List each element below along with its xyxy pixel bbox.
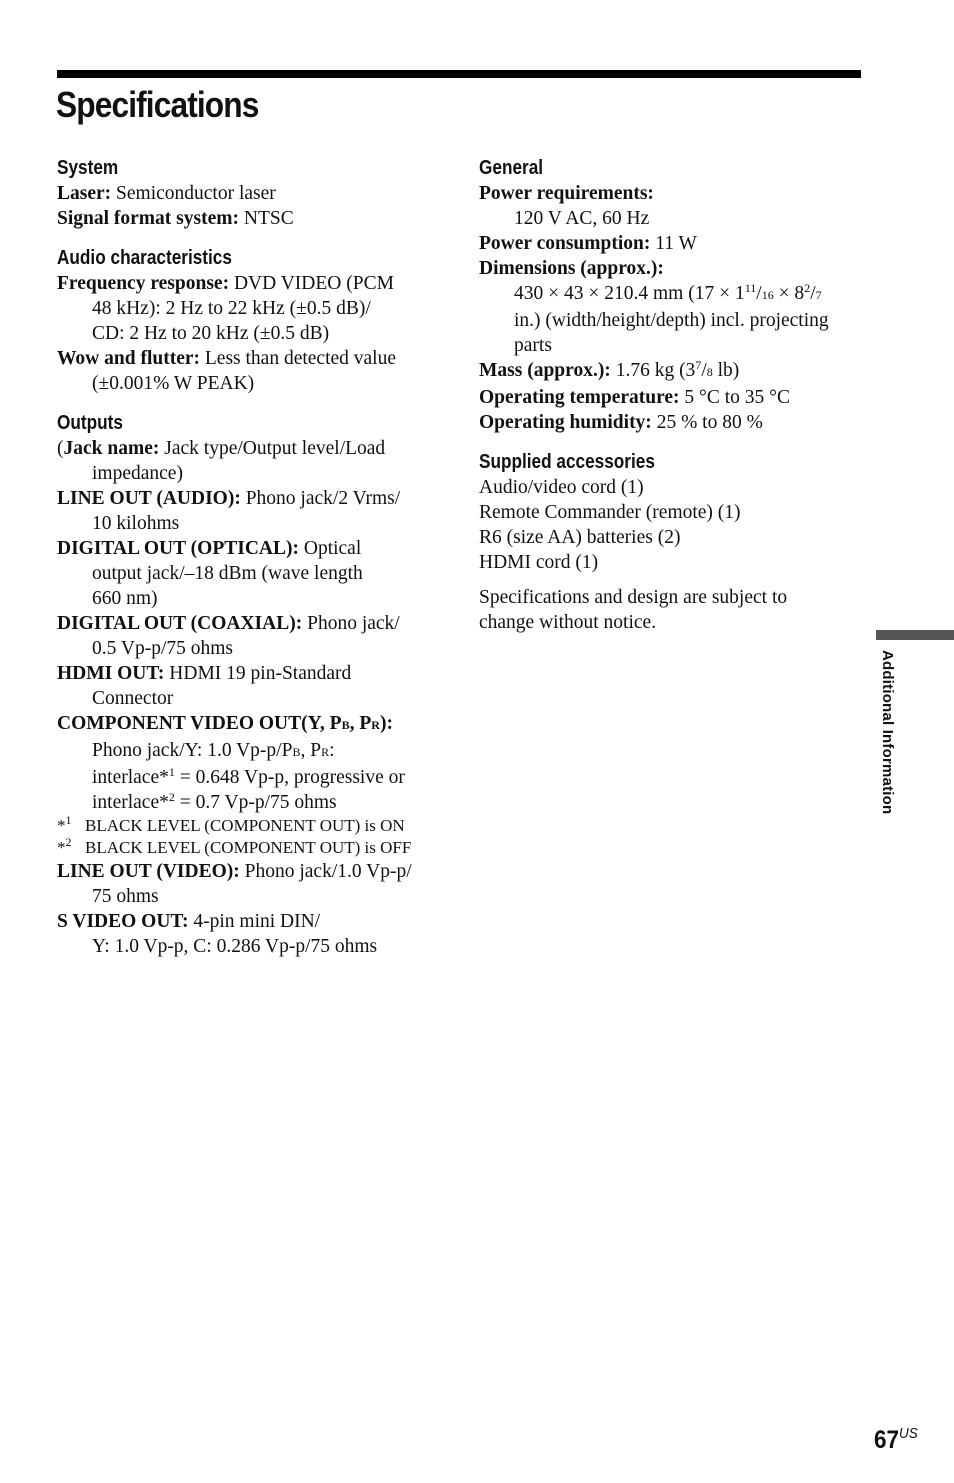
general-heading: General: [479, 157, 544, 179]
component-video-line: interlace*$^2$ = 0.7 Vp-p/75 ohms: [92, 790, 337, 813]
operating-temperature-spec: Operating temperature: 5 °C to 35 °C: [479, 387, 790, 408]
specifications-note: Specifications and design are subject to change without notice.: [479, 587, 788, 633]
digital-coaxial-spec: DIGITAL OUT (COAXIAL): Phono jack/: [57, 613, 400, 634]
left-column: [57, 155, 449, 973]
line-out-video-spec: LINE OUT (VIDEO): Phono jack/1.0 Vp-p/: [57, 861, 412, 882]
accessories-heading: Supplied accessories: [479, 451, 655, 473]
power-consumption-spec: Power consumption: 11 W: [479, 233, 697, 254]
s-video-out-line: Y: 1.0 Vp-p, C: 0.286 Vp-p/75 ohms: [92, 936, 378, 957]
footnote-2: *$^2$ BLACK LEVEL (COMPONENT OUT) is OFF: [57, 835, 412, 857]
side-tab-bar: [876, 630, 954, 640]
accessory-item: Remote Commander (remote) (1): [479, 502, 741, 523]
component-video-line: Phono jack/Y: 1.0 Vp-p/PB, PR:: [92, 740, 335, 761]
page-title: Specifications: [56, 84, 259, 125]
line-out-audio-spec: LINE OUT (AUDIO): Phono jack/2 Vrms/: [57, 488, 401, 509]
power-requirements-value: 120 V AC, 60 Hz: [514, 208, 650, 229]
operating-humidity-spec: Operating humidity: 25 % to 80 %: [479, 412, 763, 433]
signal-format-spec: Signal format system: NTSC: [57, 208, 294, 229]
digital-optical-line: output jack/–18 dBm (wave length: [92, 563, 363, 584]
page-number: $67^{US}$: [874, 1425, 918, 1454]
jack-name-legend: (Jack name: Jack type/Output level/Load: [57, 438, 386, 459]
dimensions-line: parts: [514, 335, 552, 356]
general-section: [479, 155, 864, 435]
audio-heading: Audio characteristics: [57, 247, 232, 269]
digital-optical-spec: DIGITAL OUT (OPTICAL): Optical: [57, 538, 362, 559]
s-video-out-spec: S VIDEO OUT: 4-pin mini DIN/: [57, 911, 321, 932]
line-out-audio-line: 10 kilohms: [92, 513, 180, 534]
power-requirements-spec: Power requirements:: [479, 183, 654, 204]
digital-optical-line: 660 nm): [92, 588, 158, 609]
dimensions-line: 430 × 43 × 210.4 mm ($17 \times 1^{11}/16 \times 8^2/7$: [514, 281, 822, 304]
line-out-video-line: 75 ohms: [92, 886, 159, 907]
frequency-response-line: 48 kHz): 2 Hz to 22 kHz (±0.5 dB)/: [92, 298, 371, 319]
wow-flutter-spec: Wow and flutter: Less than detected value: [57, 348, 396, 369]
dimensions-spec: Dimensions (approx.):: [479, 258, 664, 279]
outputs-section: [57, 410, 449, 959]
footnote-1: *$^1$ BLACK LEVEL (COMPONENT OUT) is ON: [57, 813, 405, 835]
audio-section: [57, 245, 449, 396]
component-video-line: interlace*$^1$ = 0.648 Vp-p, progressive or: [92, 765, 405, 788]
system-section: [57, 155, 449, 231]
laser-spec: Laser: Semiconductor laser: [57, 183, 276, 204]
hdmi-out-spec: HDMI OUT: HDMI 19 pin-Standard: [57, 663, 352, 684]
side-tab-label: Additional Information: [879, 650, 896, 815]
dimensions-line: in.) (width/height/depth) incl. projecting: [514, 310, 829, 331]
outputs-heading: Outputs: [57, 412, 123, 434]
top-rule: [57, 70, 861, 78]
jack-name-line: impedance): [92, 463, 183, 484]
system-heading: System: [57, 157, 119, 179]
accessory-item: R6 (size AA) batteries (2): [479, 527, 681, 548]
accessories-section: [479, 449, 864, 635]
right-column: [479, 155, 864, 649]
accessory-item: HDMI cord (1): [479, 552, 599, 573]
component-video-spec: COMPONENT VIDEO OUT(Y, PB, PR):: [57, 713, 393, 734]
digital-coaxial-line: 0.5 Vp-p/75 ohms: [92, 638, 234, 659]
mass-spec: Mass (approx.): 1.76 kg ($3^7/8$ lb): [479, 358, 740, 381]
hdmi-out-line: Connector: [92, 688, 174, 709]
wow-flutter-line: (±0.001% W PEAK): [92, 373, 255, 394]
accessory-item: Audio/video cord (1): [479, 477, 644, 498]
frequency-response-spec: Frequency response: DVD VIDEO (PCM: [57, 273, 394, 294]
frequency-response-line: CD: 2 Hz to 20 kHz (±0.5 dB): [92, 323, 330, 344]
